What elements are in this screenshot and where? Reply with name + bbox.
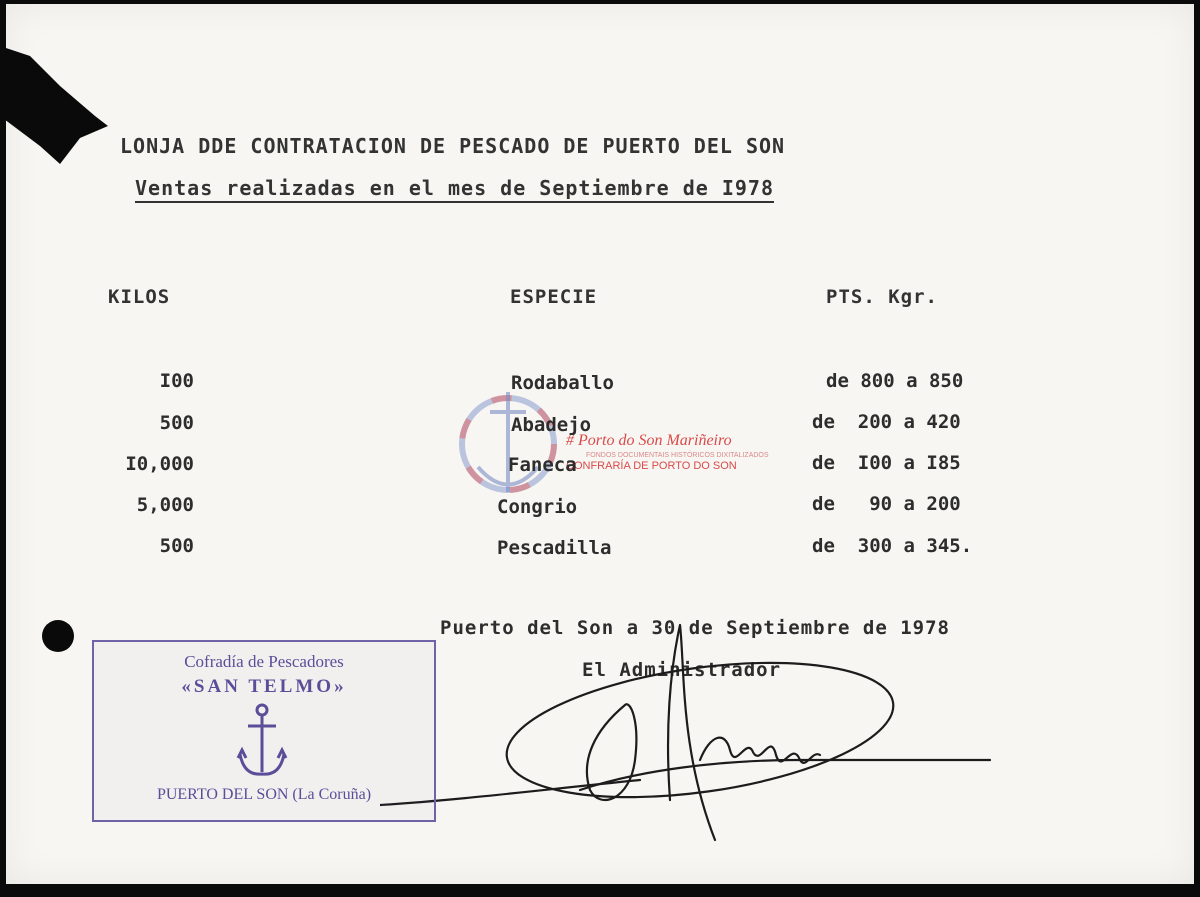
watermark-subtitle: FONDOS DOCUMENTAIS HISTÓRICOS DIXITALIZADOS bbox=[586, 452, 769, 459]
row-especie: Abadejo bbox=[511, 414, 592, 436]
watermark-org: CONFRARÍA DE PORTO DO SON bbox=[566, 460, 737, 472]
stamp-line-3: PUERTO DEL SON (La Coruña) bbox=[156, 786, 372, 803]
row-precio: de 300 a 345. bbox=[812, 535, 973, 557]
header-kilos: KILOS bbox=[108, 286, 171, 308]
row-kilos: 500 bbox=[159, 412, 194, 434]
row-precio: de 90 a 200 bbox=[812, 493, 961, 515]
row-kilos: 5,000 bbox=[136, 494, 194, 516]
row-especie: Pescadilla bbox=[497, 537, 612, 559]
row-especie: Faneca bbox=[508, 454, 577, 476]
row-precio: de 800 a 850 bbox=[826, 370, 964, 392]
handwritten-signature bbox=[380, 610, 1000, 850]
row-kilos: 500 bbox=[159, 535, 194, 557]
stamp-line-1: Cofradía de Pescadores bbox=[184, 652, 344, 671]
row-especie: Congrio bbox=[497, 496, 578, 518]
row-precio: de 200 a 420 bbox=[812, 411, 961, 433]
stamp-line-2: «SAN TELMO» bbox=[181, 676, 347, 697]
document-subtitle: Ventas realizadas en el mes de Septiembre de I978 bbox=[135, 176, 774, 203]
row-especie: Rodaballo bbox=[511, 372, 614, 394]
row-kilos: I0,000 bbox=[125, 453, 194, 475]
header-especie: ESPECIE bbox=[510, 286, 598, 308]
watermark-brand: # Porto do Son Mariñeiro bbox=[566, 432, 732, 449]
place-date: Puerto del Son a 30 de Septiembre de 1978 bbox=[440, 617, 950, 639]
document-title: LONJA DDE CONTRATACION DE PESCADO DE PUERTO DEL SON bbox=[120, 134, 786, 158]
row-kilos: I00 bbox=[159, 370, 194, 392]
row-precio: de I00 a I85 bbox=[812, 452, 961, 474]
header-pts: PTS. Kgr. bbox=[826, 286, 938, 308]
anchor-icon bbox=[236, 702, 288, 782]
cofradia-stamp bbox=[92, 640, 436, 822]
signatory-title: El Administrador bbox=[582, 659, 782, 681]
